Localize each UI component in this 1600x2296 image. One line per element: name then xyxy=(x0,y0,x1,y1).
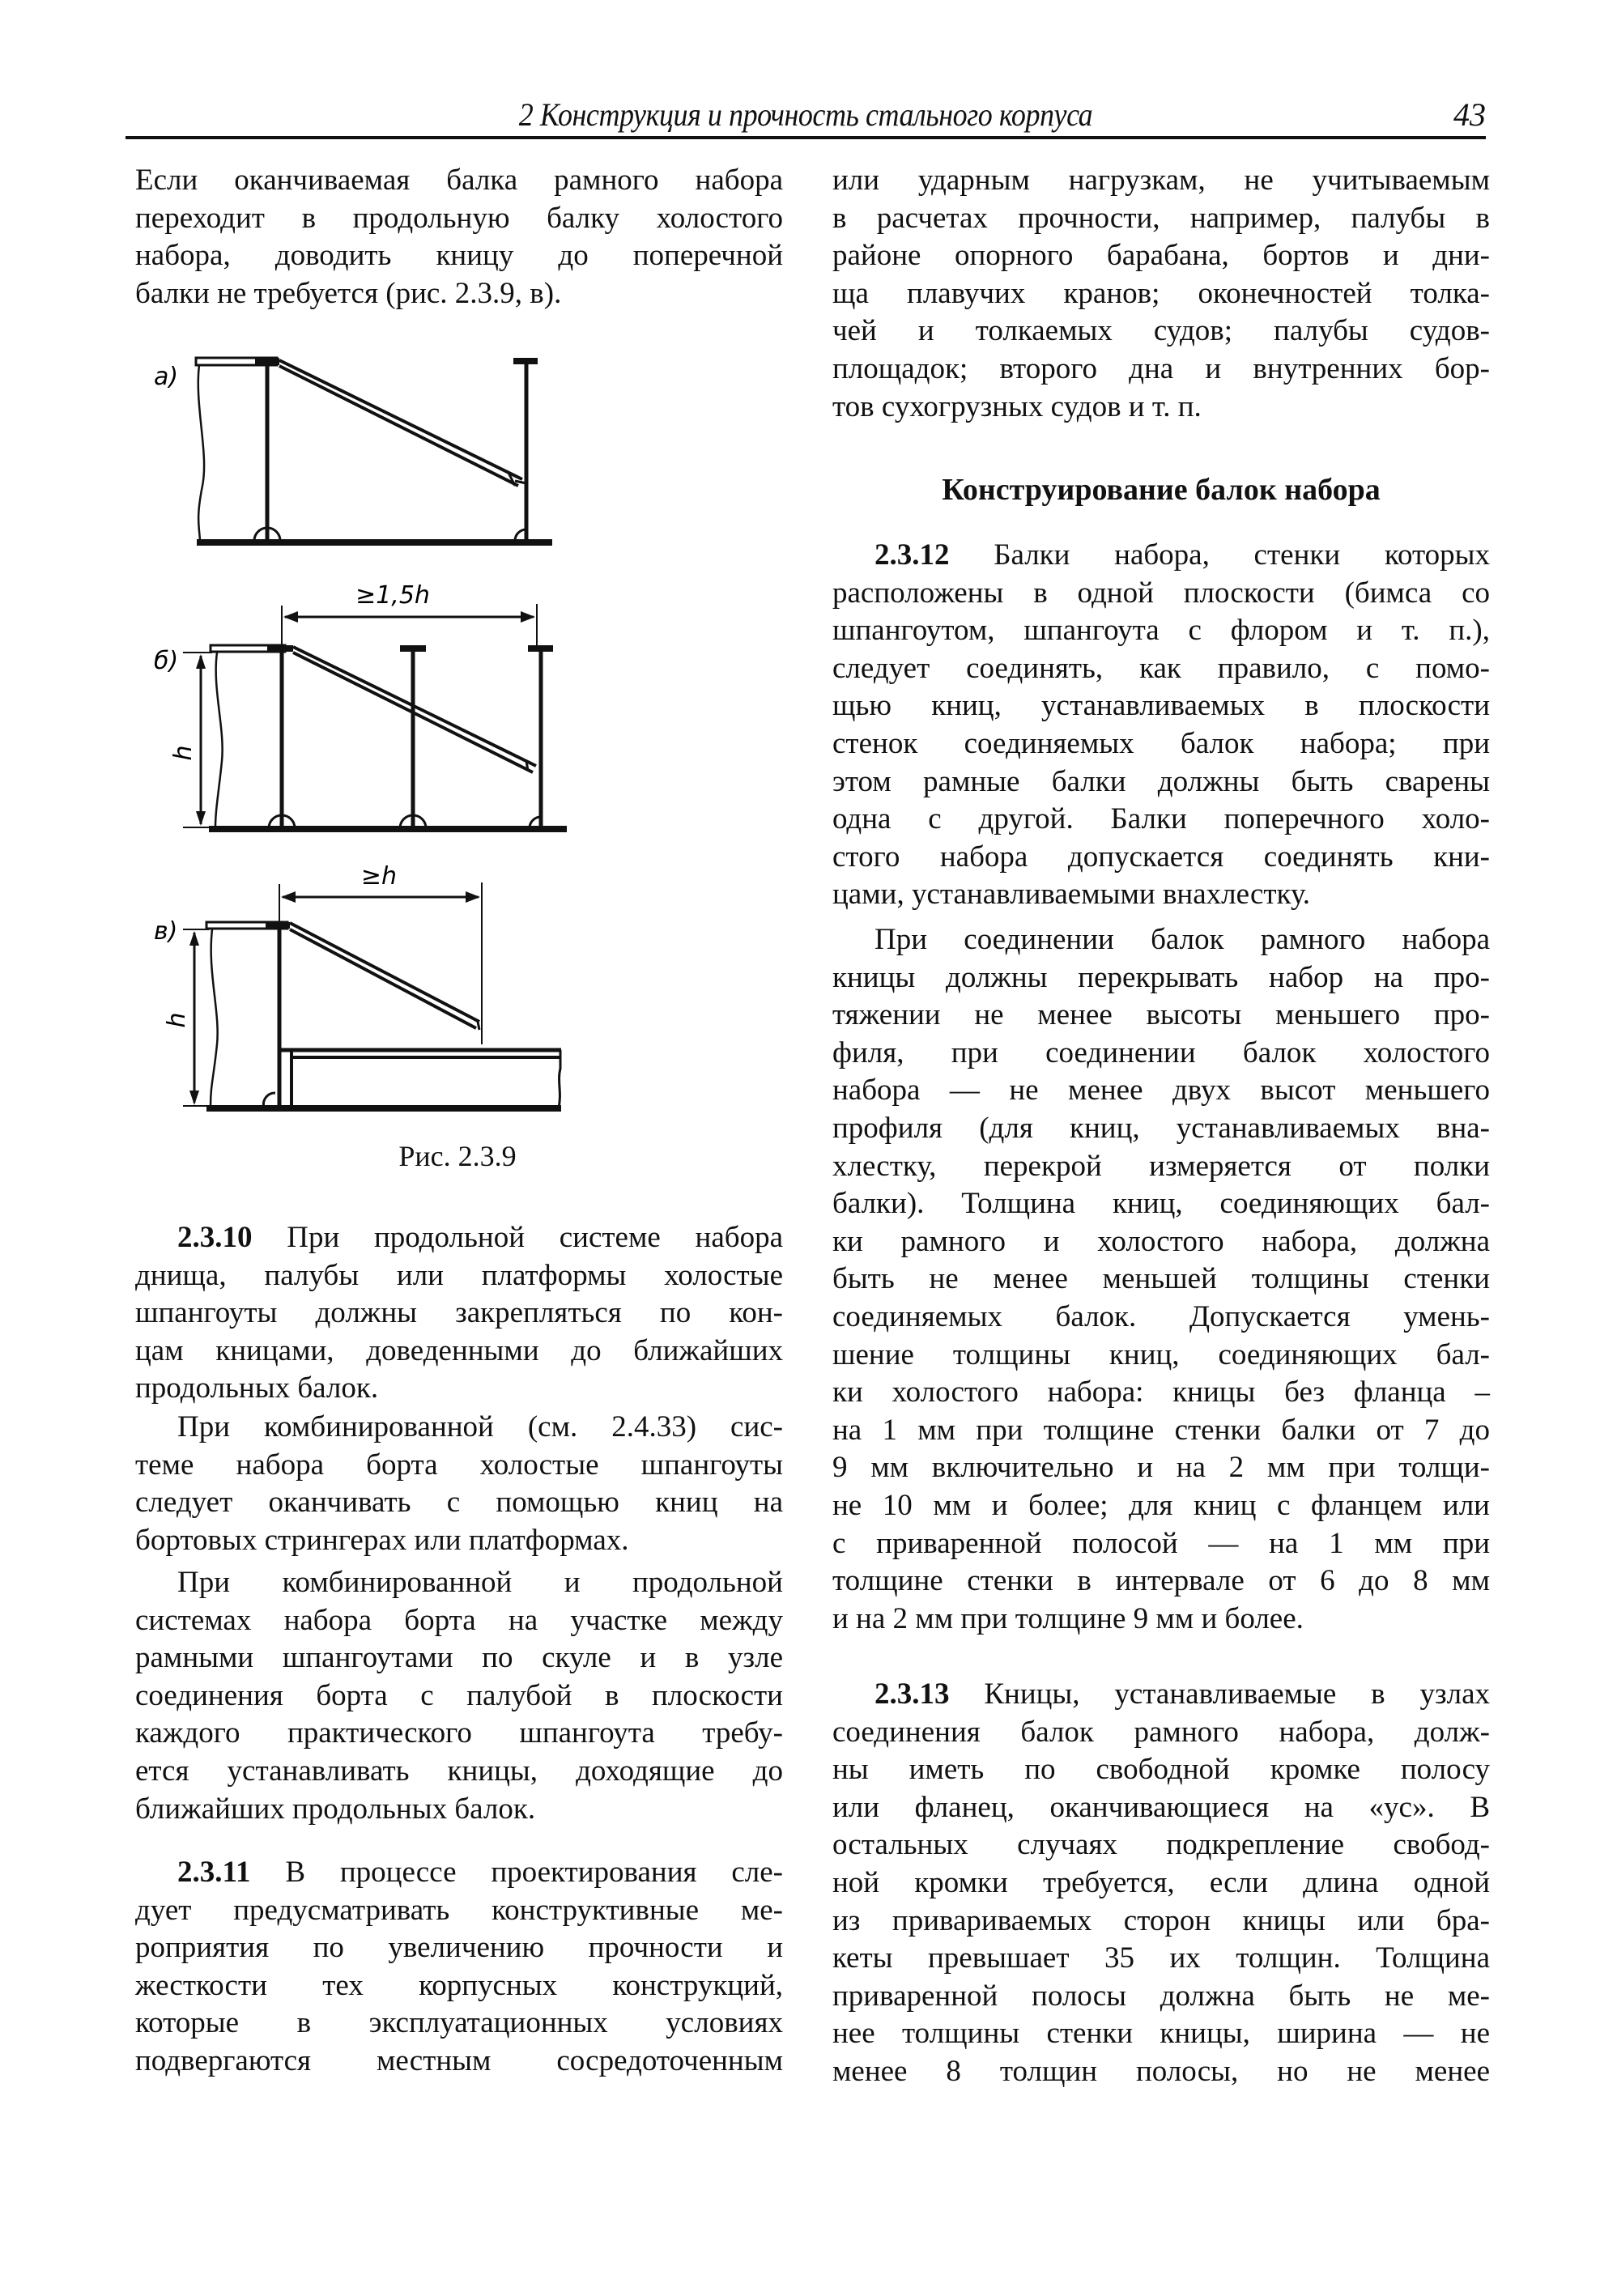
text-line: теме набора борта холостые шпангоуты xyxy=(135,1448,783,1482)
text-line: остальных случаях подкрепление свобод- xyxy=(832,1828,1490,1862)
panel-a-top-plate xyxy=(196,358,277,365)
text-line: или ударным нагрузкам, не учитываемым xyxy=(832,164,1490,197)
text-line: ны иметь по свободной кромке полосу xyxy=(832,1753,1490,1787)
panel-b-label: б) xyxy=(154,647,179,675)
text-line: набора — не менее двух высот меньшего xyxy=(832,1074,1490,1108)
text-line: толщине стенки в интервале от 6 до 8 мм xyxy=(832,1564,1490,1598)
panel-a-drawing xyxy=(196,358,552,542)
text-line: ближайших продольных балок. xyxy=(135,1792,536,1826)
running-header xyxy=(126,96,1486,136)
text-line: в расчетах прочности, например, палубы в xyxy=(832,201,1490,235)
text-line: жесткости тех корпусных конструкций, xyxy=(135,1968,783,2002)
text-line: одна с другой. Балки поперечного холо- xyxy=(832,802,1490,836)
paragraph-2-3-12 xyxy=(832,537,1490,914)
panel-a-label: а) xyxy=(154,363,179,391)
text-line: набора, доводить кницу до поперечной xyxy=(135,239,783,273)
intro-paragraph xyxy=(135,162,783,313)
text-line: ной кромки требуется, если длина одной xyxy=(832,1865,1490,1899)
text-line: чей и толкаемых судов; палубы судов- xyxy=(832,314,1490,348)
text-line: филя, при соединении балок холостого xyxy=(832,1035,1490,1069)
panel-b-bracket-edge xyxy=(293,647,536,766)
text-fragment: Балки набора, стенки которых xyxy=(994,538,1490,572)
text-line: системах набора борта на участке между xyxy=(135,1603,783,1637)
text-line: подвергаются местным сосредоточенным xyxy=(135,2043,783,2077)
text-line: хлестку, перекрой измеряется от полки xyxy=(832,1149,1490,1183)
text-fragment: При продольной системе набора xyxy=(287,1221,784,1254)
text-line: дует предусматривать конструктивные ме- xyxy=(135,1893,783,1927)
panel-v-drawing xyxy=(183,882,561,1108)
page-number: 43 xyxy=(1453,96,1486,133)
text-line: балки). Толщина книц, соединяющих бал- xyxy=(832,1187,1490,1221)
text-fragment: В процессе проектирования сле- xyxy=(285,1856,784,1889)
section-heading: Конструирование балок набора xyxy=(942,473,1381,507)
text-line xyxy=(832,537,1490,575)
text-line: 9 мм включительно и на 2 мм при толщи- xyxy=(832,1451,1490,1485)
header-rule xyxy=(126,136,1486,139)
text-line: бортовых стрингерах или платформах. xyxy=(135,1523,629,1557)
panel-v-top-plate xyxy=(206,922,287,929)
paragraph-combined-1 xyxy=(135,1409,783,1559)
text-line: ется устанавливать кницы, доходящие до xyxy=(135,1754,783,1788)
text-line: шпангоуты должны закрепляться по кон- xyxy=(135,1296,783,1330)
panel-v-dimension-label: ≥h xyxy=(360,862,398,891)
text-line: тяжении не менее высоты меньшего про- xyxy=(832,998,1490,1032)
text-line: не 10 мм и более; для книц с фланцем или xyxy=(832,1488,1490,1522)
text-line: нее толщины стенки кницы, ширина — не xyxy=(832,2017,1490,2051)
paragraph-2-3-10 xyxy=(135,1219,783,1408)
panel-a-scallop-1 xyxy=(254,528,280,541)
text-line: следует соединять, как правило, с помо- xyxy=(832,651,1490,685)
clause-number: 2.3.11 xyxy=(177,1856,251,1889)
panel-b-drawing xyxy=(183,604,567,829)
text-line: ки рамного и холостого набора, должна xyxy=(832,1224,1490,1258)
clause-number: 2.3.12 xyxy=(874,538,950,572)
text-line: следует оканчивать с помощью книц на xyxy=(135,1486,783,1520)
text-line: менее 8 толщин полосы, но не менее xyxy=(832,2054,1490,2088)
text-line: шпангоутом, шпангоута с флором и т. п.), xyxy=(832,614,1490,648)
text-line: соединения борта с палубой в плоскости xyxy=(135,1678,783,1712)
clause-number: 2.3.10 xyxy=(177,1221,253,1254)
clause-number: 2.3.13 xyxy=(874,1677,950,1711)
text-line: на 1 мм при толщине стенки балки от 7 до xyxy=(832,1413,1490,1447)
text-line: соединения балок рамного набора, долж- xyxy=(832,1715,1490,1749)
text-line xyxy=(135,1854,783,1892)
paragraph-joining xyxy=(832,921,1490,1638)
text-line: профиля (для книц, устанавливаемых вна- xyxy=(832,1111,1490,1145)
panel-a-break-line xyxy=(198,365,204,541)
text-line: тов сухогрузных судов и т. п. xyxy=(832,389,1202,423)
text-line xyxy=(832,1676,1490,1714)
text-line: кеты превышает 35 их толщин. Толщина xyxy=(832,1941,1490,1975)
panel-v-bracket-edge xyxy=(290,923,479,1022)
text-line: роприятия по увеличению прочности и xyxy=(135,1931,783,1965)
figure-caption: Рис. 2.3.9 xyxy=(398,1140,517,1172)
text-line: При комбинированной и продольной xyxy=(177,1566,783,1599)
text-fragment: Кницы, устанавливаемые в узлах xyxy=(984,1677,1490,1711)
text-line: с приваренной полосой — на 1 мм при xyxy=(832,1526,1490,1560)
text-line: и на 2 мм при толщине 9 мм и более. xyxy=(832,1601,1304,1635)
text-line: Если оканчиваемая балка рамного набора xyxy=(135,164,783,197)
paragraph-2-3-11 xyxy=(135,1854,783,2081)
text-line xyxy=(135,1219,783,1257)
text-line: районе опорного барабана, бортов и дни- xyxy=(832,239,1490,273)
text-line: балки не требуется (рис. 2.3.9, в). xyxy=(135,276,562,310)
text-line: кницы должны перекрывать набор на про- xyxy=(832,960,1490,994)
panel-a-bracket-edge xyxy=(279,360,522,479)
text-line: или фланец, оканчивающиеся на «ус». В xyxy=(832,1790,1490,1824)
panel-b-height-label: h xyxy=(169,745,198,761)
text-line: шение толщины книц, соединяющих бал- xyxy=(832,1337,1490,1371)
text-line: ки холостого набора: кницы без фланца – xyxy=(832,1375,1490,1409)
text-line: этом рамные балки должны быть сварены xyxy=(832,764,1490,798)
text-line: быть не менее меньшей толщины стенки xyxy=(832,1262,1490,1296)
text-line: ща плавучих кранов; оконечностей толка- xyxy=(832,276,1490,310)
text-line: При комбинированной (см. 2.4.33) сис- xyxy=(177,1410,783,1444)
running-title: 2 Конструкция и прочность стального корпуса xyxy=(518,96,1093,133)
text-line: цам кницами, доведенными до ближайших xyxy=(135,1333,783,1367)
paragraph-combined-2 xyxy=(135,1564,783,1828)
text-line: каждого практического шпангоута требу- xyxy=(135,1716,783,1750)
paragraph-2-3-13 xyxy=(832,1676,1490,2091)
panel-b-top-plate xyxy=(211,645,285,652)
text-line: цами, устанавливаемыми внахлестку. xyxy=(832,878,1311,912)
text-line: днища, палубы или платформы холостые xyxy=(135,1258,783,1292)
text-line: щью книц, устанавливаемых в плоскости xyxy=(832,689,1490,723)
text-line: приваренной полосы должна быть не ме- xyxy=(832,1979,1490,2013)
panel-v-height-label: h xyxy=(163,1012,191,1028)
text-line: рамными шпангоутами по скуле и в узле xyxy=(135,1641,783,1675)
text-line: соединяемых балок. Допускается умень- xyxy=(832,1299,1490,1333)
text-line: При соединении балок рамного набора xyxy=(874,923,1490,956)
text-line: площадок; второго дна и внутренних бор- xyxy=(832,351,1490,385)
panel-b-dimension-label: ≥1,5h xyxy=(355,581,430,610)
text-line: расположены в одной плоскости (бимса со xyxy=(832,576,1490,610)
text-line: из привариваемых сторон кницы или бра- xyxy=(832,1903,1490,1937)
text-line: продольных балок. xyxy=(135,1371,379,1405)
text-line: стенок соединяемых балок набора; при xyxy=(832,726,1490,760)
text-line: стого набора допускается соединять кни- xyxy=(832,840,1490,874)
text-line: которые в эксплуатационных условиях xyxy=(135,2006,783,2040)
text-line: переходит в продольную балку холостого xyxy=(135,201,783,235)
panel-v-label: в) xyxy=(154,917,178,946)
continuation-paragraph xyxy=(832,162,1490,426)
